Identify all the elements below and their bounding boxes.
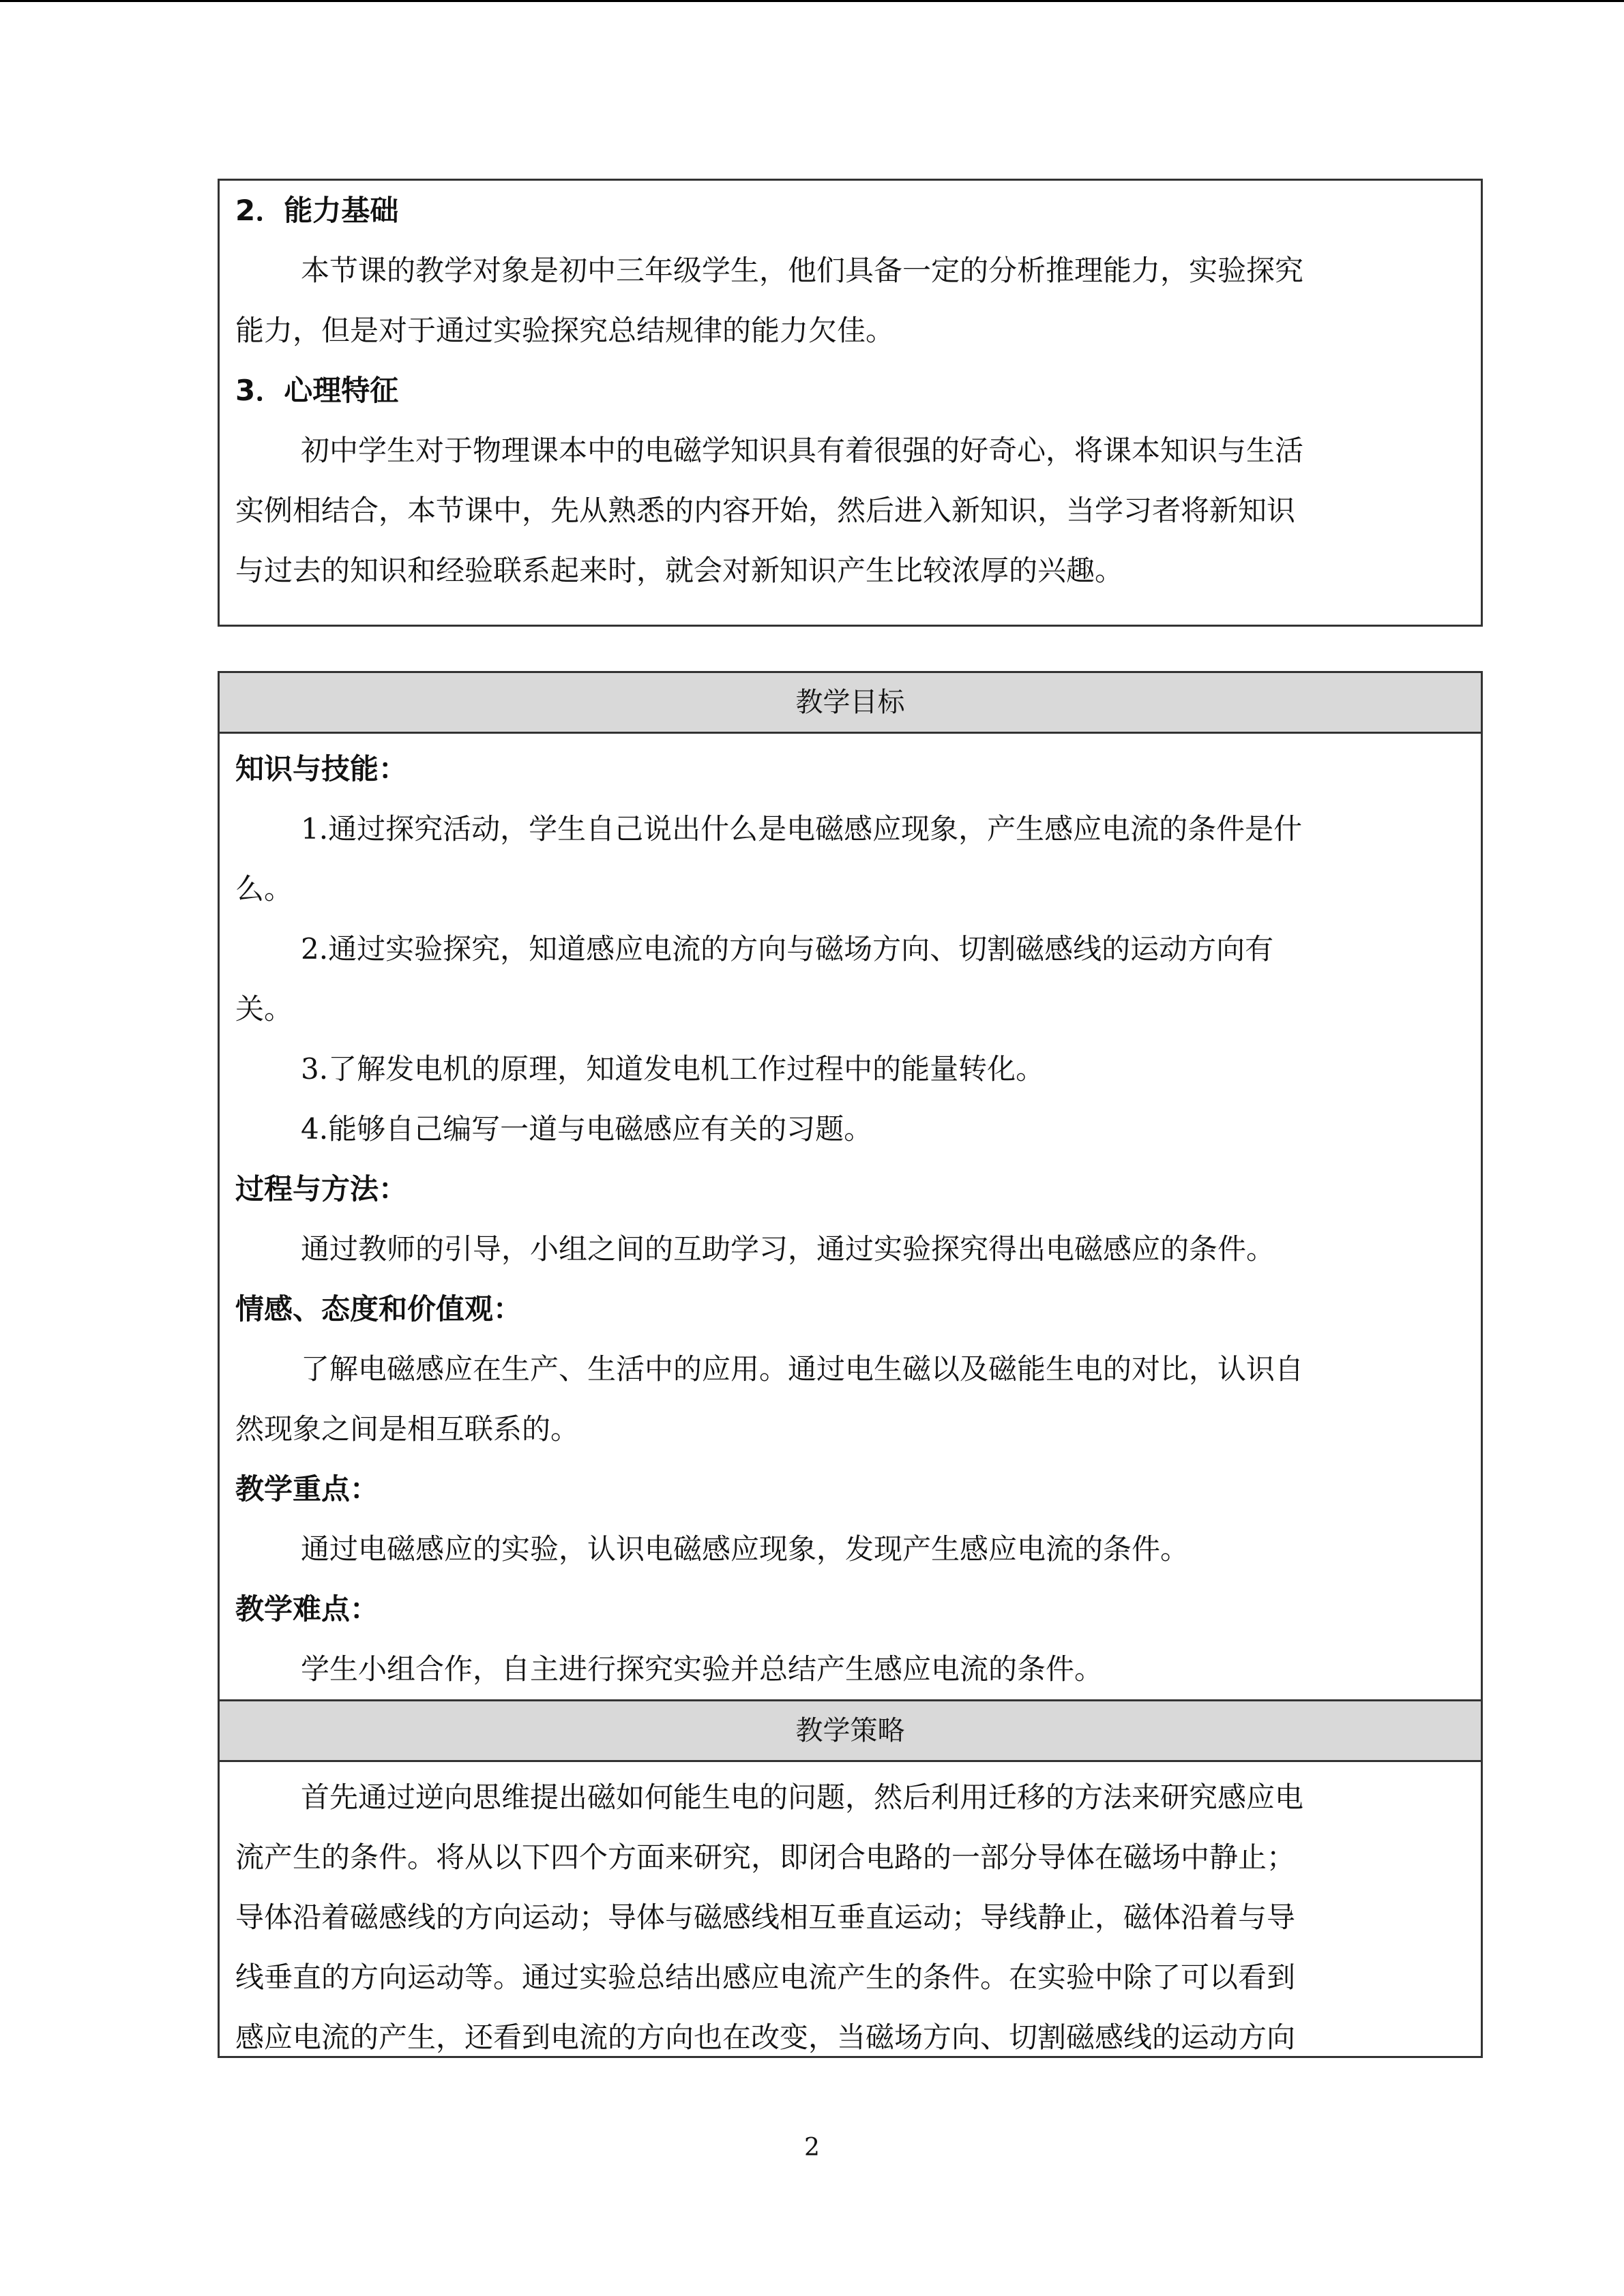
strategy-line: 感应电流的产生，还看到电流的方向也在改变，当磁场方向、切割磁感线的运动方向 [235,2021,1296,2054]
knowledge-line: 3.了解发电机的原理，知道发电机工作过程中的能量转化。 [301,1052,1045,1086]
ability-paragraph-line: 能力，但是对于通过实验探究总结规律的能力欠佳。 [235,314,895,347]
knowledge-line: 4.能够自己编写一道与电磁感应有关的习题。 [301,1112,873,1146]
strategy-line: 导体沿着磁感线的方向运动；导体与磁感线相互垂直运动；导线静止，磁体沿着与导 [235,1900,1296,1934]
difficulty-line: 学生小组合作，自主进行探究实验并总结产生感应电流的条件。 [301,1652,1104,1686]
psychology-heading: 3．心理特征 [235,374,399,407]
key-point-heading: 教学重点： [235,1472,379,1506]
ability-heading: 2．能力基础 [235,194,399,227]
strategy-line: 流产生的条件。将从以下四个方面来研究，即闭合电路的一部分导体在磁场中静止； [235,1840,1296,1874]
strategy-line: 线垂直的方向运动等。通过实验总结出感应电流产生的条件。在实验中除了可以看到 [235,1960,1296,1994]
learner-analysis-content [220,181,1481,601]
emotion-line: 了解电磁感应在生产、生活中的应用。通过电生磁以及磁能生电的对比，认识自 [301,1352,1304,1386]
emotion-line: 然现象之间是相互联系的。 [235,1412,580,1446]
teaching-objectives-content [220,734,1481,1699]
knowledge-line: 1.通过探究活动，学生自己说出什么是电磁感应现象，产生感应电流的条件是什 [301,812,1303,846]
difficulty-heading: 教学难点： [235,1592,379,1626]
page-top-rule [0,0,1624,2]
psychology-paragraph-line: 实例相结合，本节课中，先从熟悉的内容开始，然后进入新知识，当学习者将新知识 [235,494,1296,527]
teaching-plan-box [218,671,1483,2058]
teaching-objectives-title: 教学目标 [220,673,1481,734]
emotion-heading: 情感、态度和价值观： [235,1292,522,1326]
teaching-strategy-title: 教学策略 [220,1699,1481,1762]
process-line: 通过教师的引导，小组之间的互助学习，通过实验探究得出电磁感应的条件。 [301,1232,1275,1266]
key-point-line: 通过电磁感应的实验，认识电磁感应现象，发现产生感应电流的条件。 [301,1532,1190,1566]
knowledge-line: 2.通过实验探究，知道感应电流的方向与磁场方向、切割磁感线的运动方向有 [301,932,1274,966]
psychology-paragraph-line: 初中学生对于物理课本中的电磁学知识具有着很强的好奇心，将课本知识与生活 [301,434,1304,467]
learner-analysis-box [218,179,1483,627]
knowledge-line: 么。 [235,872,293,906]
knowledge-heading: 知识与技能： [235,752,408,786]
process-heading: 过程与方法： [235,1172,408,1206]
page-number: 2 [804,2134,820,2162]
psychology-paragraph-line: 与过去的知识和经验联系起来时，就会对新知识产生比较浓厚的兴趣。 [235,554,1124,587]
strategy-line: 首先通过逆向思维提出磁如何能生电的问题，然后利用迁移的方法来研究感应电 [301,1780,1304,1814]
knowledge-line: 关。 [235,992,293,1026]
ability-paragraph-line: 本节课的教学对象是初中三年级学生，他们具备一定的分析推理能力，实验探究 [301,254,1304,287]
teaching-strategy-content [220,1762,1481,2068]
